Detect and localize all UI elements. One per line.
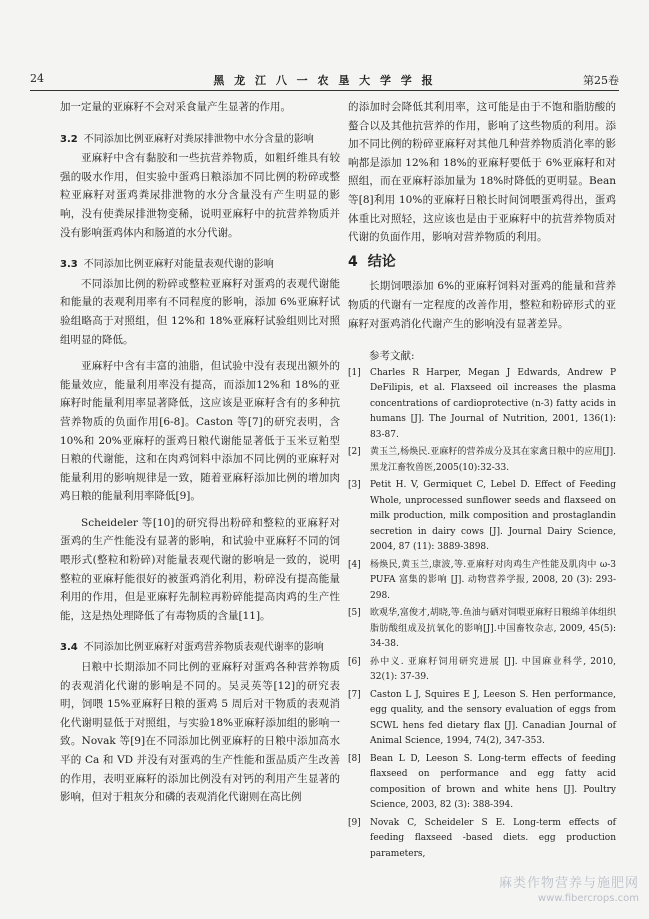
reference-number: [9] xyxy=(348,817,361,828)
section-title: 不同添加比例亚麻籽对粪尿排泄物中水分含量的影响 xyxy=(83,133,314,145)
section-number: 4 xyxy=(348,253,358,270)
reference-number: [1] xyxy=(348,367,361,378)
header-rule xyxy=(30,90,619,91)
section-title: 不同添加比例亚麻籽对能量表观代谢的影响 xyxy=(83,259,274,271)
reference-number: [7] xyxy=(348,689,361,700)
reference-item xyxy=(348,752,616,814)
reference-number: [4] xyxy=(348,559,361,570)
reference-number: [6] xyxy=(348,656,361,667)
paragraph: 不同添加比例的粉碎或整粒亚麻籽对蛋鸡的表观代谢能和能量的表观利用率有不同程度的影响，添加 6%亚麻籽试验组略高于对照组，但 12%和 18%亚麻籽试验组则比对照组明显的降低。 xyxy=(60,277,340,346)
reference-item xyxy=(348,478,616,556)
section-title: 结论 xyxy=(367,253,396,270)
paragraph: Scheideler 等[10]的研究得出粉碎和整粒的亚麻籽对蛋鸡的生产性能没有显著的影响，和试验中亚麻籽不同的饲喂形式(整粒和粉碎)对能量表观代谢的影响是一致的，说明整粒的亚麻籽能很好的被蛋鸡消化利用，粉碎没有提高能量利用的作用，但是亚麻籽先制粒再粉碎能提高肉鸡的生产性能，这是热处理降低了有毒物质的含量[11]。 xyxy=(60,516,340,622)
reference-text: 欧观华,富俊才,胡晓,等.鱼油与硒对饲喂亚麻籽日粮绵羊体组织脂肪酸组成及抗氧化的影响[J].中国畜牧杂志, 2009, 45(5): 34-38. xyxy=(370,608,616,650)
reference-text: 杨焕民,黄玉兰,康波,等.亚麻籽对肉鸡生产性能及肌肉中 ω-3 PUFA 富集的影响 [J]. 动物营养学报, 2008, 20 (3): 293-298. xyxy=(370,559,616,601)
left-column xyxy=(60,98,340,807)
paragraph: 长期饲喂添加 6%的亚麻籽饲料对蛋鸡的能量和营养物质的代谢有一定程度的改善作用，整粒和粉碎形式的亚麻籽对蛋鸡消化代谢产生的影响没有显著差异。 xyxy=(348,280,616,330)
reference-text: Bean L D, Leeson S. Long-term effects of feeding flaxseed on performance and egg fatty acid composition of brown and white hens [J]. Poultry Science, 2003, 82 (3): 388-394. xyxy=(370,753,616,811)
reference-list xyxy=(348,366,616,863)
reference-text: 黄玉兰,杨焕民.亚麻籽的营养成分及其在家禽日粮中的应用[J].黑龙江畜牧兽医,2005(10):32-33. xyxy=(370,447,616,473)
paragraph: 亚麻籽中含有丰富的油脂，但试验中没有表现出额外的能量效应，能量利用率没有提高，而添加12%和 18%的亚麻籽时能量利用率显著降低，这应该是亚麻籽含有的多种抗营养物质的负面作用[6-8]。Caston 等[7]的研究表明，含 10%和 20%亚麻籽的蛋鸡日粮代谢能显著低于玉米豆粕型日粮的代谢能，这和在肉鸡饲料中添加不同比例的亚麻籽对能量利用的影响规律是一致，随着亚麻籽添加比例的增加肉鸡日粮的能量利用率降低[9]。 xyxy=(60,360,340,503)
reference-item xyxy=(348,688,616,750)
references-title: 参考文献: xyxy=(369,350,415,363)
right-column xyxy=(348,98,616,864)
reference-text: 孙中义. 亚麻籽饲用研究进展 [J]. 中国麻业科学, 2010, 32(1): 37-39. xyxy=(370,656,616,683)
paragraph: 日粮中长期添加不同比例的亚麻籽对蛋鸡各种营养物质的表观消化代谢的影响是不同的。吴灵英等[12]的研究表明，饲喂 15%亚麻籽日粮的蛋鸡 5 周后对干物质的表观消化代谢明显低于对照组，与实验18%亚麻籽添加组的影响一致。Novak 等[9]在不同添加比例亚麻籽的日粮中添加高水平的 Ca 和 VD 并没有对蛋鸡的生产性能和蛋品质产生改善的作用，表明亚麻籽的添加比例没有对钙的利用产生显著的影响，但对于粗灰分和磷的表观消化代谢则在高比例 xyxy=(60,661,340,804)
reference-number: [2] xyxy=(348,447,361,458)
section-heading-3-4 xyxy=(60,639,340,658)
reference-item xyxy=(348,445,616,476)
reference-item xyxy=(348,816,616,863)
paragraph: 亚麻籽中含有黏胶和一些抗营养物质，如粗纤维具有较强的吸水作用，但实验中蛋鸡日粮添加不同比例的粉碎或整粒亚麻籽对蛋鸡粪尿排泄物的水分含量没有产生明显的影响，没有使粪尿排泄物变稀，说明亚麻籽中的抗营养物质并没有影响蛋鸡体内和肠道的水分代谢。 xyxy=(60,152,340,239)
reference-item xyxy=(348,366,616,444)
reference-number: [3] xyxy=(348,480,361,491)
section-heading-4 xyxy=(348,253,616,272)
watermark-text: 麻类作物营养与施肥网 xyxy=(498,876,639,891)
reference-number: [5] xyxy=(348,608,361,619)
watermark-url: www.fibercrops.com xyxy=(537,893,639,904)
section-heading-3-2 xyxy=(60,131,340,150)
section-number: 3.2 xyxy=(60,133,78,145)
reference-item xyxy=(348,655,616,686)
reference-text: Charles R Harper, Megan J Edwards, Andrew P DeFilipis, et al. Flaxseed oil increases the plasma concentrations of cardioprotective (n-3) fatty acids in humans [J]. The Journal of Nutrition, 2001, 136(1): 83-87. xyxy=(370,367,616,440)
paragraph: 加一定量的亚麻籽不会对采食量产生显著的作用。 xyxy=(60,101,291,113)
page-number: 24 xyxy=(30,72,44,85)
watermark xyxy=(489,872,639,904)
reference-item xyxy=(348,606,616,653)
running-header xyxy=(30,72,619,90)
reference-text: Novak C, Scheideler S E. Long-term effects of feeding flaxseed -based diets. egg production parameters, xyxy=(370,817,616,859)
reference-text: Petit H. V, Germiquet C, Lebel D. Effect of Feeding Whole, unprocessed sunflower seeds and flaxseed on milk production, milk composition and prostaglandin secretion in dairy cows [J]. Journal Dairy Science, 2004, 87 (11): 3889-3898. xyxy=(370,480,616,553)
reference-number: [8] xyxy=(348,753,361,764)
journal-title: 黑 龙 江 八 一 农 垦 大 学 学 报 xyxy=(213,74,436,87)
reference-text: Caston L J, Squires E J, Leeson S. Hen performance, egg quality, and the sensory evaluation of eggs from SCWL hens fed dietary flax [J]. Canadian Journal of Animal Science, 1994, 74(2), 347-353. xyxy=(370,689,616,747)
reference-item xyxy=(348,558,616,605)
paragraph: 的添加时会降低其利用率，这可能是由于不饱和脂肪酸的螯合以及其他抗营养的作用，影响了这些物质的利用。添加不同比例的粉碎亚麻籽对其他几种营养物质消化率的影响都是添加 12%和 18%的亚麻籽要低于 6%亚麻籽和对照组，而在亚麻籽添加量为 18%时降低的更明显。Bean 等[8]利用 10%的亚麻籽日粮长时间饲喂蛋鸡得出，蛋鸡体重比对照轻，这应该也是由于亚麻籽中的抗营养物质对代谢的负面作用，影响对营养物质的利用。 xyxy=(348,101,616,244)
section-number: 3.4 xyxy=(60,642,78,654)
section-title: 不同添加比例亚麻籽对蛋鸡营养物质表观代谢率的影响 xyxy=(83,642,324,654)
section-heading-3-3 xyxy=(60,256,340,275)
volume-label: 第25卷 xyxy=(583,74,619,87)
section-number: 3.3 xyxy=(60,259,78,271)
